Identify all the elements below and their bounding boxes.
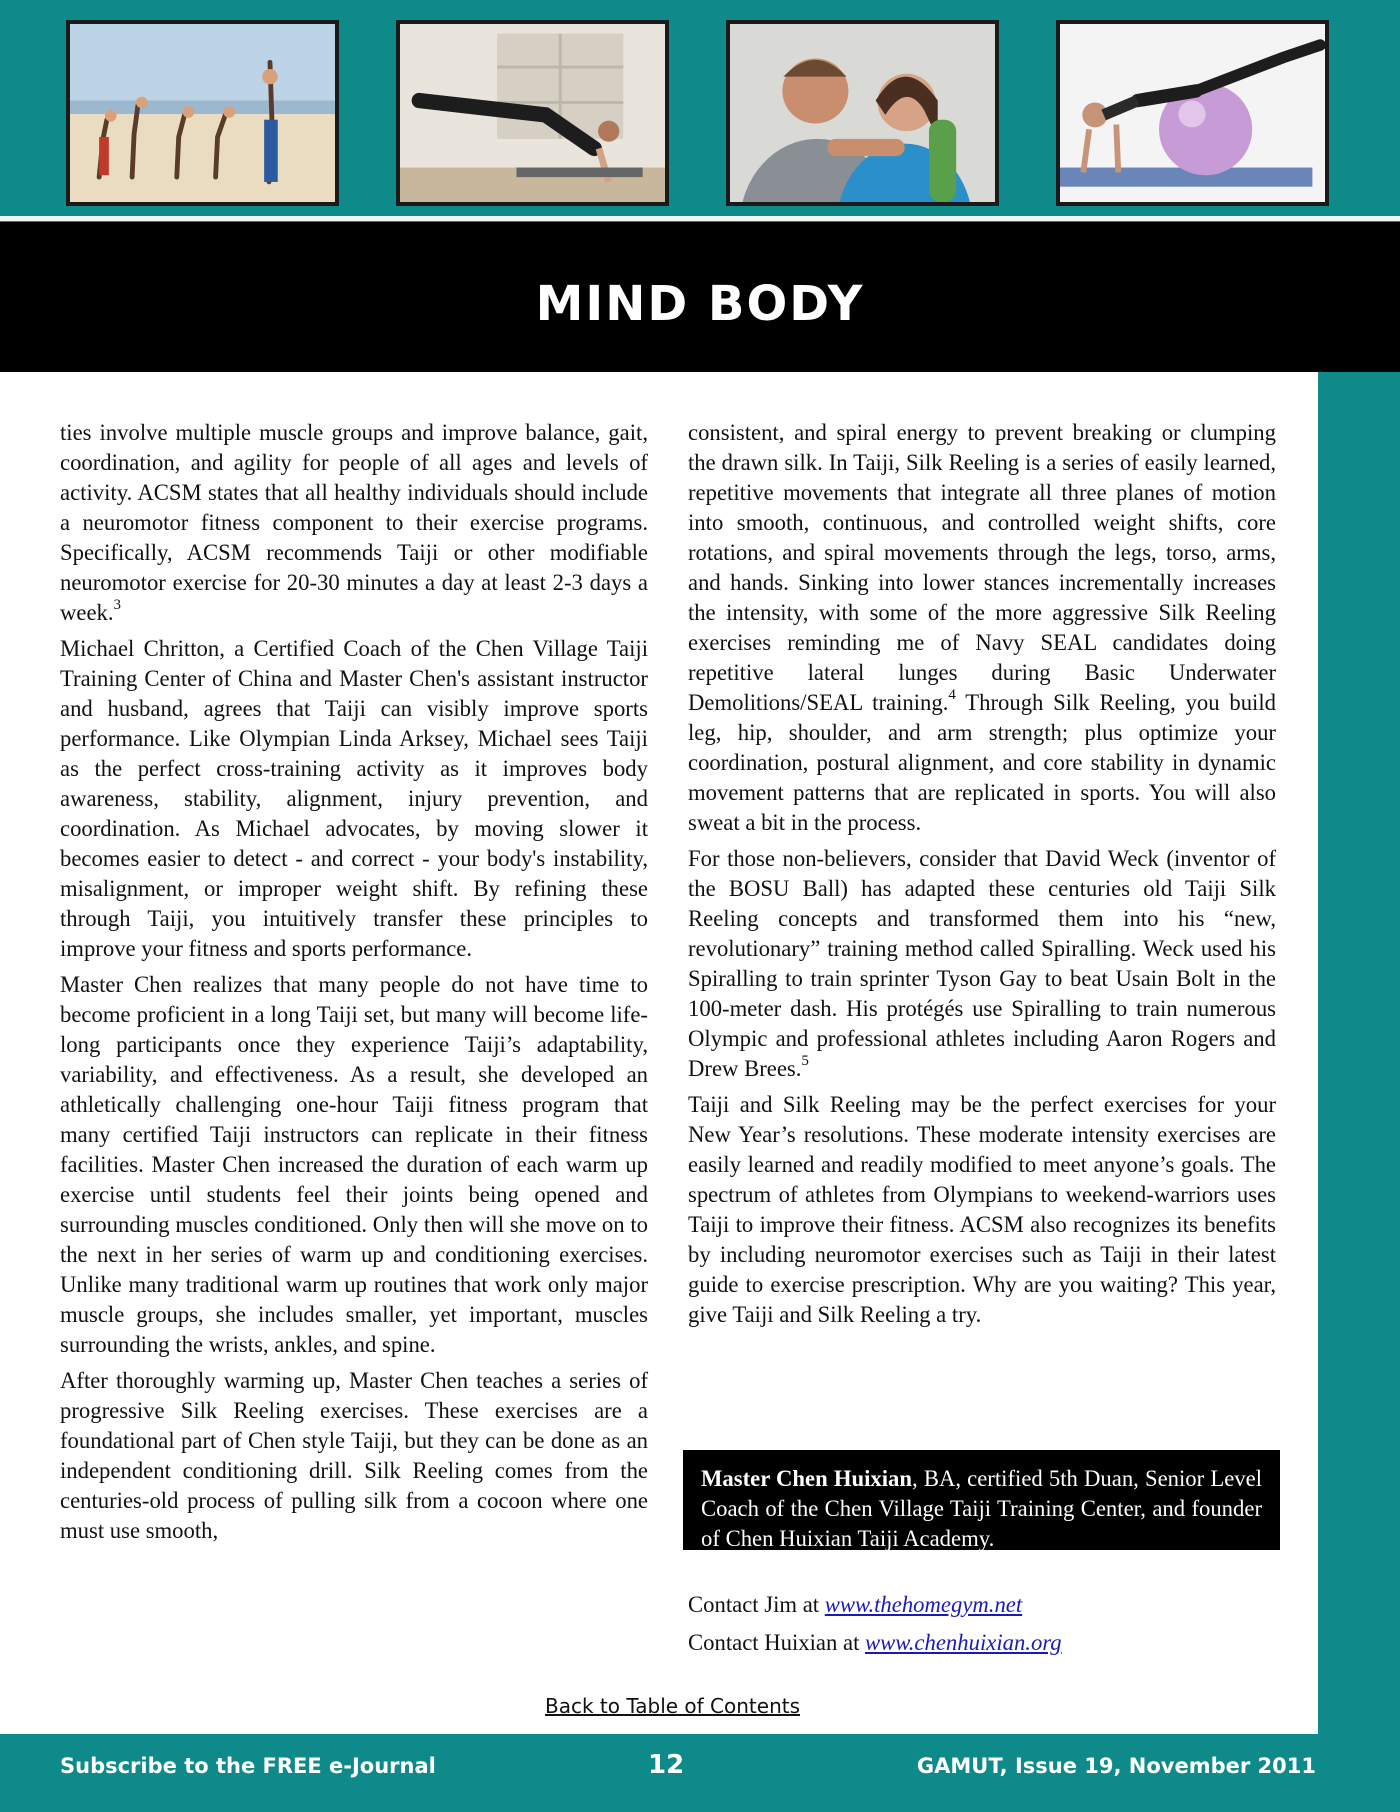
paragraph: Master Chen realizes that many people do not have time to become proficient in a long Taiji set, but many will become life-long participants once they experience Taiji’s adaptability, variability, and effectiveness. As a result, she developed an athletically challenging one-hour Taiji fitness program that many certified Taiji instructors can replicate in their fitness facilities. Master Chen increased the duration of each warm up exercise until students feel their joints being opened and surrounding muscles conditioned. Only then will she move on to the next in her series of warm up and conditioning exercises. Unlike many traditional warm up routines that work only major muscle groups, she includes smaller, yet important, muscles surrounding the wrists, ankles, and spine. xyxy=(60,972,648,1357)
author-bio-box xyxy=(683,1450,1280,1550)
contact-line-huixian: Contact Huixian at www.chenhuixian.org xyxy=(688,1630,1062,1655)
section-title-band xyxy=(0,222,1400,372)
pilates-plank-photo xyxy=(396,20,669,206)
paragraph: Taiji and Silk Reeling may be the perfect exercises for your New Year’s resolutions. These moderate intensity exercises are easily learned and readily modified to meet anyone’s goals. The spectrum of athletes from Olympians to weekend-warriors uses Taiji to improve their fitness. ACSM also recognizes its benefits by including neuromotor exercises such as Taiji in their latest guide to exercise prescription. Why are you waiting? This year, give Taiji and Silk Reeling a try. xyxy=(688,1092,1276,1327)
contact-link-huixian[interactable]: www.chenhuixian.org xyxy=(865,1630,1062,1655)
couple-fitness-photo xyxy=(726,20,999,206)
footnote-ref: 5 xyxy=(801,1053,809,1070)
footnote-ref: 4 xyxy=(948,687,956,704)
article-column-right xyxy=(688,418,1276,1336)
back-to-toc-link[interactable]: Back to Table of Contents xyxy=(544,1694,801,1718)
photo-strip xyxy=(0,0,1400,222)
subscribe-link[interactable]: Subscribe to the FREE e-Journal xyxy=(60,1754,436,1778)
issue-info: GAMUT, Issue 19, November 2011 xyxy=(916,1754,1316,1778)
paragraph: For those non-believers, consider that David Weck (inventor of the BOSU Ball) has adapted these centuries old Taiji Silk Reeling concepts and transformed them into his “new, revolutionary” training method called Spiralling. Weck used his Spiralling to train sprinter Tyson Gay to beat Usain Bolt in the 100-meter dash. His protégés use Spiralling to train numerous Olympic and professional athletes including Aaron Rogers and Drew Brees.$^5$ xyxy=(688,846,1276,1081)
section-title: MIND BODY xyxy=(535,276,865,332)
article-column-left xyxy=(60,418,648,1552)
page-number: 12 xyxy=(648,1750,685,1780)
exercise-ball-photo xyxy=(1056,20,1329,206)
footnote-ref: 3 xyxy=(113,597,122,614)
author-credentials: , BA, certified 5th Duan, Senior Level Coach of the Chen Village Taiji Training Center, and founder of Chen Huixian Taiji Academy. xyxy=(701,1466,1262,1551)
article-page xyxy=(0,372,1318,1734)
contact-link-jim[interactable]: www.thehomegym.net xyxy=(824,1592,1023,1617)
paragraph: Michael Chritton, a Certified Coach of the Chen Village Taiji Training Center of China and Master Chen's assistant instructor and husband, agrees that Taiji can visibly improve sports performance. Like Olympian Linda Arksey, Michael sees Taiji as the perfect cross-training activity as it improves body awareness, stability, alignment, injury prevention, and coordination. As Michael advocates, by moving slower it becomes easier to detect - and correct - your body's instability, misalignment, or improper weight shift. By refining these through Taiji, you intuitively transfer these principles to improve your fitness and sports performance. xyxy=(60,636,648,961)
paragraph: consistent, and spiral energy to prevent breaking or clumping the drawn silk. In Taiji, Silk Reeling is a series of easily learned, repetitive movements that integrate all three planes of motion into smooth, continuous, and controlled weight shifts, core rotations, and spiral movements through the legs, torso, arms, and hands. Sinking into lower stances incrementally increases the intensity, with some of the more aggressive Silk Reeling exercises reminding me of Navy SEAL candidates doing repetitive lateral lunges during Basic Underwater Demolitions/SEAL training.$^4$ Through Silk Reeling, you build leg, hip, shoulder, and arm strength; plus optimize your coordination, postural alignment, and core stability in dynamic movement patterns that are replicated in sports. You will also sweat a bit in the process. xyxy=(688,420,1277,835)
footer-bar xyxy=(0,1734,1400,1812)
contact-line-jim: Contact Jim at www.thehomegym.net xyxy=(688,1592,1023,1617)
beach-yoga-photo xyxy=(66,20,339,206)
paragraph: After thoroughly warming up, Master Chen teaches a series of progressive Silk Reeling exercises. These exercises are a foundational part of Chen style Taiji, but they can be done as an independent conditioning drill. Silk Reeling comes from the centuries-old process of pulling silk from a cocoon where one must use smooth, xyxy=(60,1368,648,1543)
divider-line xyxy=(0,216,1400,221)
paragraph: ties involve multiple muscle groups and improve balance, gait, coordination, and agility for people of all ages and levels of activity. ACSM states that all healthy individuals should include a neuromotor fitness component to their exercise programs. Specifically, ACSM recommends Taiji or other modifiable neuromotor exercise for 20-30 minutes a day at least 2-3 days a week.$^3$ xyxy=(60,420,648,625)
author-name: Master Chen Huixian xyxy=(701,1466,913,1491)
